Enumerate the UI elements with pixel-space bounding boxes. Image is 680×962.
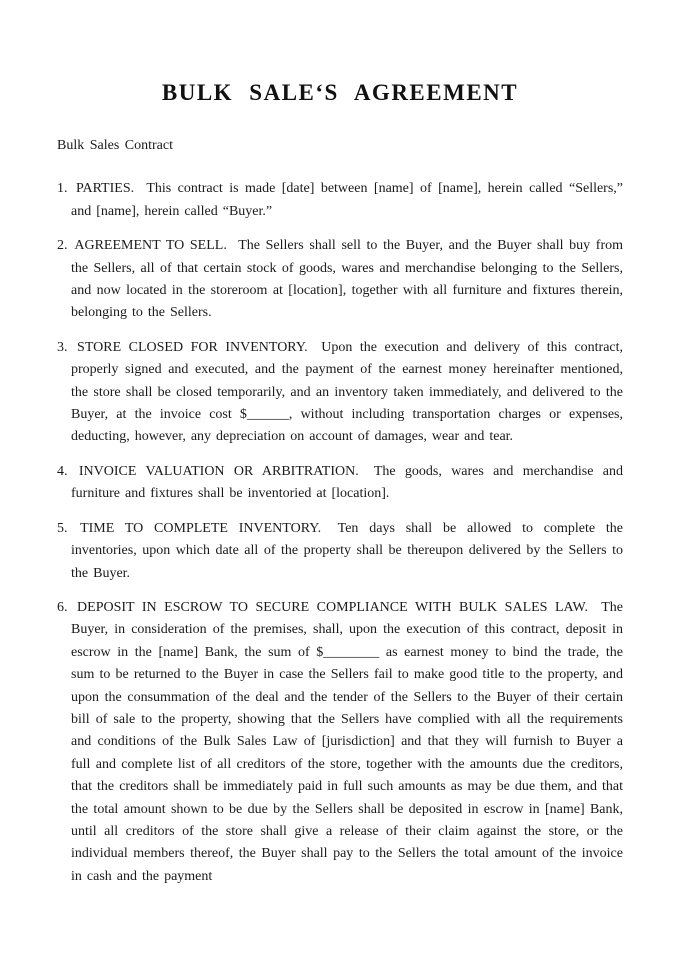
clause-text: Upon the execution and delivery of this contract, properly signed and executed, and the payment of the earnest money hereinafter mentioned, the store shall be closed temporarily, and an inventory taken immediately, and delivered to the Buyer, at the invoice cost $______, without including transportation charges or expenses, deducting, however, any depreciation on account of damages, wear and tear.: [71, 339, 624, 445]
clause-heading: INVOICE VALUATION OR ARBITRATION.: [78, 463, 359, 479]
clause-number: 4.: [57, 463, 68, 479]
clause-heading: STORE CLOSED FOR INVENTORY.: [77, 339, 308, 355]
clause-deposit-in-escrow: [57, 597, 623, 888]
clause-text: This contract is made [date] between [name] of [name], herein called “Sellers,” and [name], herein called “Buyer.”: [71, 181, 624, 219]
clause-number: 1.: [57, 181, 68, 197]
clause-heading: AGREEMENT TO SELL.: [74, 238, 227, 254]
clause-text: The goods, wares and merchandise and furniture and fixtures shall be inventoried at [location].: [71, 463, 624, 502]
clause-text: The Buyer, in consideration of the premises, shall, upon the execution of this contract, deposit in escrow in the [name] Bank, the sum of $________ as earnest money to bind the trade, the sum to be returned to the Buyer in case the Sellers fail to make good title to the property, and upon the consummation of the deal and the tender of the Sellers to the Buyer of their certain bill of sale to the property, showing that the Sellers have complied with all the requirements and conditions of the Bulk Sales Law of [jurisdiction] and that they will furnish to Buyer a full and complete list of all creditors of the store, together with the amounts due the creditors, that the creditors shall be immediately paid in full such amounts as may be due them, and that the total amount shown to be due by the Sellers shall be deposited in escrow in [name] Bank, until all creditors of the store shall give a release of their claim against the store, or the individual members thereof, the Buyer shall pay to the Sellers the total amount of the invoice in cash and the payment: [71, 599, 623, 884]
document-title: BULK SALE‘S AGREEMENT: [161, 80, 519, 105]
document-subtitle: Bulk Sales Contract: [57, 138, 173, 153]
clause-heading: PARTIES.: [75, 181, 135, 197]
clause-text: Ten days shall be allowed to complete the inventories, upon which date all of the property shall be thereupon delivered by the Sellers to the Buyer.: [71, 520, 624, 581]
clause-number: 6.: [57, 599, 68, 615]
clause-store-closed-for-inventory: [57, 337, 623, 449]
clause-time-to-complete-inventory: [57, 518, 623, 585]
clause-parties: [57, 178, 623, 223]
clause-heading: DEPOSIT IN ESCROW TO SECURE COMPLIANCE WITH BULK SALES LAW.: [77, 599, 588, 615]
clause-invoice-valuation-or-arbitration: [57, 461, 623, 506]
clause-number: 5.: [57, 520, 68, 536]
clause-agreement-to-sell: [57, 235, 623, 325]
clause-text: The Sellers shall sell to the Buyer, and the Buyer shall buy from the Sellers, all of that certain stock of goods, wares and merchandise belonging to the Sellers, and now located in the storeroom at [location], together with all furniture and fixtures therein, belonging to the Sellers.: [71, 238, 623, 321]
clause-number: 3.: [57, 339, 68, 355]
clause-list: [57, 178, 623, 888]
clause-heading: TIME TO COMPLETE INVENTORY.: [80, 520, 322, 536]
clause-number: 2.: [57, 238, 68, 254]
